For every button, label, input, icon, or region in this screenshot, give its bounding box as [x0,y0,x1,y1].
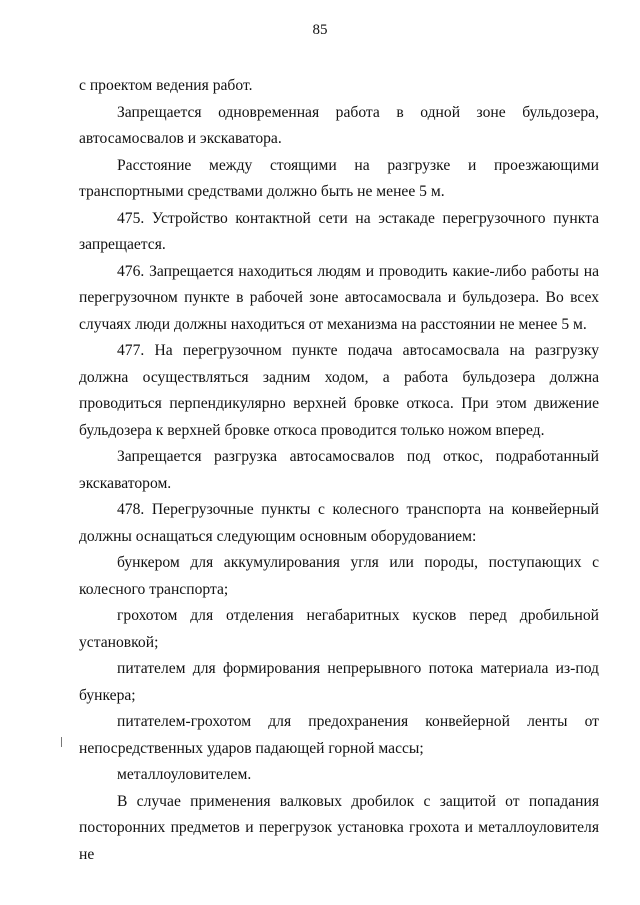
paragraph-simultaneous-work-ban: Запрещается одновременная работа в одной зоне бульдозера, автосамосвалов и экскаватора. [79,103,599,147]
list-item-metal-catcher: металлоуловителем. [117,766,252,783]
paragraph-478: 478. Перегрузочные пункты с колесного транспорта на конвейерный должны оснащаться следующим основным оборудованием: [79,501,599,545]
paragraph-distance-rule: Расстояние между стоящими на разгрузке и проезжающими транспортными средствами должно быть не менее 5 м. [79,156,599,200]
paragraph-477: 477. На перегрузочном пункте подача автосамосвала на разгрузку должна осуществляться задним ходом, а работа бульдозера должна проводиться перпендикулярно верхней бровке откоса. При этом движение бульдозера к верхней бровке откоса проводится только ножом вперед. [79,342,599,439]
page-number: 85 [312,22,328,38]
list-item-feeder: питателем для формирования непрерывного потока материала из-под бункера; [79,660,599,704]
document-body [79,73,599,868]
paragraph-roller-crushers: В случае применения валковых дробилок с защитой от попадания посторонних предметов и перегрузок установка грохота и металлоуловителя не [79,792,599,863]
paragraph-475: 475. Устройство контактной сети на эстакаде перегрузочного пункта запрещается. [79,209,599,253]
paragraph-unloading-ban: Запрещается разгрузка автосамосвалов под откос, подработанный экскаватором. [79,448,599,492]
list-item-screen: грохотом для отделения негабаритных кусков перед дробильной установкой; [79,607,599,651]
paragraph-476: 476. Запрещается находиться людям и проводить какие-либо работы на перегрузочном пункте в рабочей зоне автосамосвала и бульдозера. Во всех случаях люди должны находиться от механизма на расстоянии не менее 5 м. [79,262,599,333]
scan-speck [61,737,62,747]
list-item-bunker: бункером для аккумулирования угля или породы, поступающих с колесного транспорта; [79,554,599,598]
list-item-feeder-screen: питателем-грохотом для предохранения конвейерной ленты от непосредственных ударов падающей горной массы; [79,713,599,757]
paragraph-continuation: с проектом ведения работ. [79,77,253,94]
